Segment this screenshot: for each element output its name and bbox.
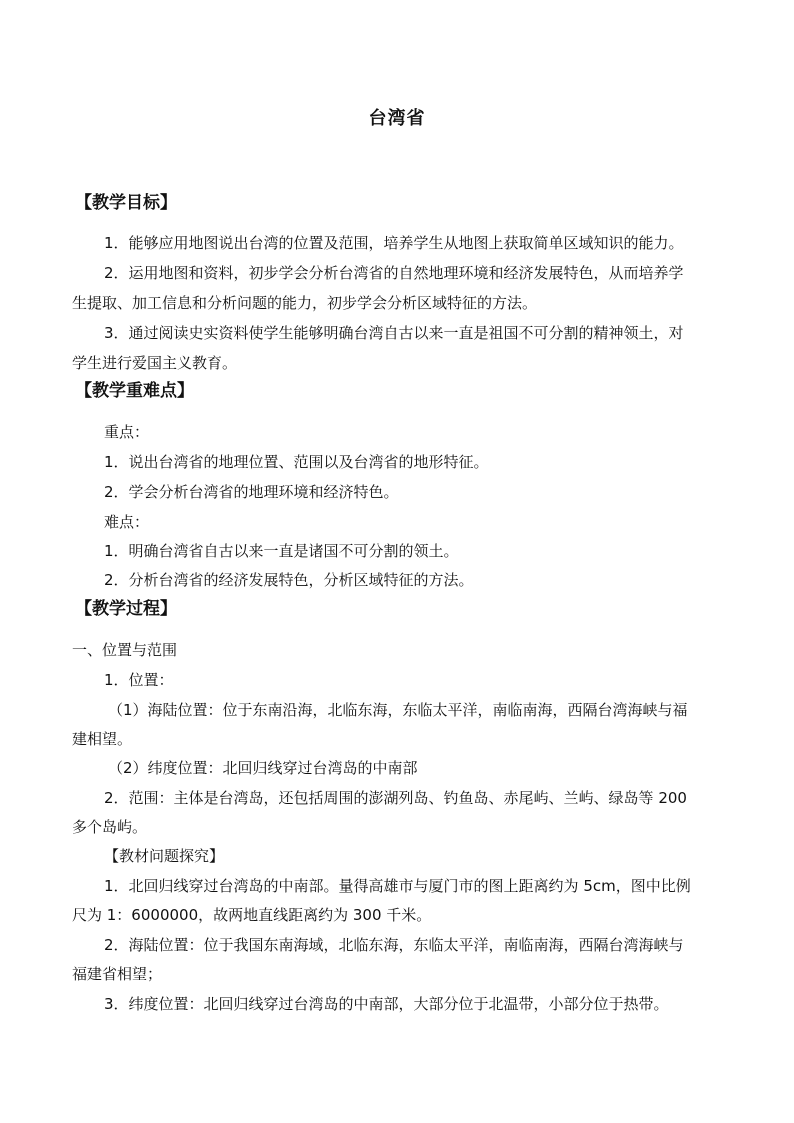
objective-line-1: 1．能够应用地图说出台湾的位置及范围，培养学生从地图上获取简单区域知识的能力。 — [104, 234, 684, 252]
section-heading-process: 【教学过程】 — [75, 599, 177, 619]
process-line-range: 2．范围：主体是台湾岛，还包括周围的澎湖列岛、钓鱼岛、赤尾屿、兰屿、绿岛等 200 — [104, 789, 687, 807]
objective-line-3: 3．通过阅读史实资料使学生能够明确台湾自古以来一直是祖国不可分割的精神领土，对 — [104, 324, 684, 342]
objective-line-3-cont: 学生进行爱国主义教育。 — [72, 354, 238, 372]
section-heading-key-points: 【教学重难点】 — [75, 381, 194, 401]
key-point-label-focus: 重点： — [104, 423, 150, 441]
process-line-range-cont: 多个岛屿。 — [72, 818, 148, 836]
page-title: 台湾省 — [368, 108, 426, 129]
process-line-position: 1．位置： — [104, 671, 174, 689]
key-point-line-4: 2．分析台湾省的经济发展特色，分析区域特征的方法。 — [104, 571, 474, 589]
objective-line-2-cont: 生提取、加工信息和分析问题的能力，初步学会分析区域特征的方法。 — [72, 294, 538, 312]
process-line-land-sea: （1）海陆位置：位于东南沿海，北临东海，东临太平洋，南临南海，西隔台湾海峡与福 — [108, 701, 688, 719]
process-line-inquiry-1: 1．北回归线穿过台湾岛的中南部。量得高雄市与厦门市的图上距离约为 5cm，图中比例 — [104, 877, 691, 895]
process-line-inquiry-2: 2．海陆位置：位于我国东南海域，北临东海，东临太平洋，南临南海，西隔台湾海峡与 — [104, 936, 684, 954]
key-point-line-1: 1．说出台湾省的地理位置、范围以及台湾省的地形特征。 — [104, 453, 489, 471]
key-point-label-difficulty: 难点： — [104, 513, 150, 531]
objective-line-2: 2．运用地图和资料，初步学会分析台湾省的自然地理环境和经济发展特色，从而培养学 — [104, 264, 684, 282]
process-line-inquiry-3: 3．纬度位置：北回归线穿过台湾岛的中南部，大部分位于北温带，小部分位于热带。 — [104, 995, 669, 1013]
process-line-inquiry-1-cont: 尺为 1：6000000，故两地直线距离约为 300 千米。 — [72, 906, 432, 924]
process-line-land-sea-cont: 建相望。 — [72, 730, 133, 748]
process-line-latitude: （2）纬度位置：北回归线穿过台湾岛的中南部 — [108, 759, 418, 777]
key-point-line-3: 1．明确台湾省自古以来一直是诸国不可分割的领土。 — [104, 542, 459, 560]
process-line-inquiry-2-cont: 福建省相望； — [72, 965, 163, 983]
section-heading-objectives: 【教学目标】 — [75, 193, 177, 213]
process-line-textbook-inquiry: 【教材问题探究】 — [104, 847, 225, 865]
key-point-line-2: 2．学会分析台湾省的地理环境和经济特色。 — [104, 483, 399, 501]
process-subheading-location: 一、位置与范围 — [72, 641, 178, 659]
